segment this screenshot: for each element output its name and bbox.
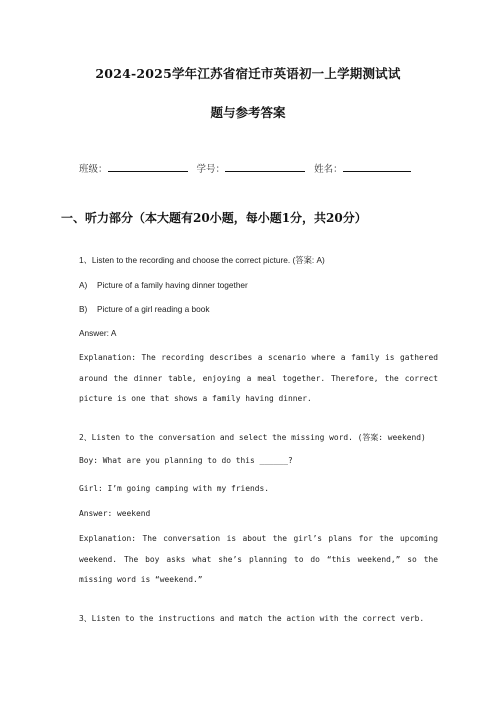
document-title-line-2: 题与参考答案	[210, 105, 286, 120]
question-1-option-a	[79, 280, 438, 290]
option-text: Picture of a girl reading a book	[97, 304, 210, 314]
name-label: 姓名：	[314, 164, 343, 175]
document-title-line-1: 2024-2025学年江苏省宿迁市英语初一上学期测试试	[95, 66, 401, 81]
option-letter: A)	[79, 280, 88, 290]
question-1-stem: 1、Listen to the recording and choose the correct picture. (答案: A)	[79, 255, 325, 265]
student-info-row	[79, 161, 417, 175]
name-blank	[343, 162, 411, 172]
question-2-boy-line: Boy: What are you planning to do this ______?	[79, 456, 293, 465]
question-2-stem: 2、Listen to the conversation and select the missing word. (答案: weekend)	[79, 433, 426, 442]
class-label: 班级：	[79, 164, 108, 175]
student-id-blank	[225, 162, 305, 172]
class-blank	[108, 162, 188, 172]
student-id-label: 学号：	[196, 164, 226, 175]
option-text: Picture of a family having dinner together	[97, 280, 248, 290]
question-2-explanation: Explanation: The conversation is about the girl’s plans for the upcoming weekend. The boy asks what she’s planning to do “this weekend,” so the missing word is “weekend.”	[79, 534, 438, 584]
question-3-stem: 3、Listen to the instructions and match the action with the correct verb.	[79, 614, 425, 623]
section-heading-listening: 一、听力部分（本大题有20小题，每小题1分，共20分）	[61, 211, 367, 225]
question-2-answer: Answer: weekend	[79, 509, 151, 518]
question-1-option-b	[79, 304, 438, 314]
question-1-explanation: Explanation: The recording describes a scenario where a family is gathered around the dinner table, enjoying a meal together. Therefore, the correct picture is one that shows a family having dinner.	[79, 353, 438, 403]
question-1-answer: Answer: A	[79, 328, 117, 338]
option-letter: B)	[79, 304, 88, 314]
question-2-girl-line: Girl: I’m going camping with my friends.	[79, 484, 270, 493]
